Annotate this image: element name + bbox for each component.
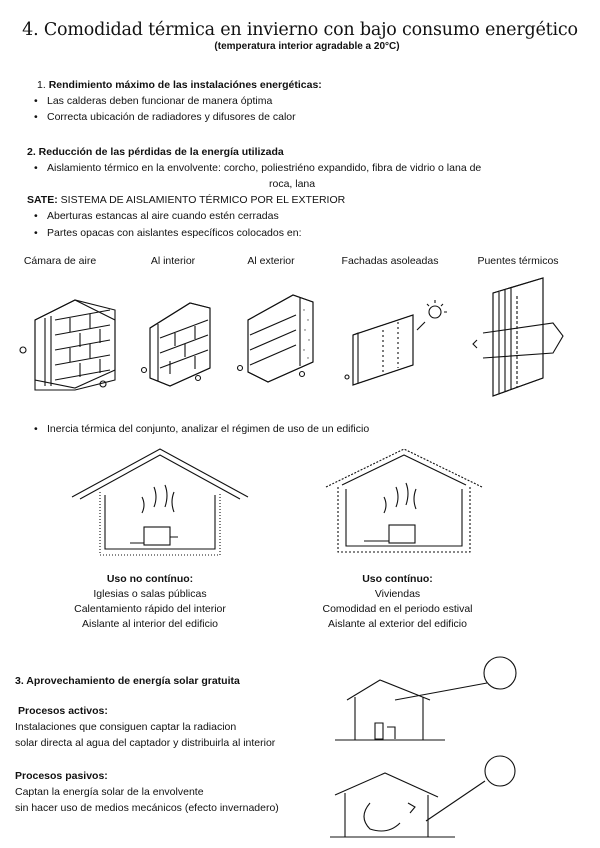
active-processes-line: solar directa al agua del captador y distribuirla al interior	[15, 737, 276, 749]
wall-type-label: Al exterior	[247, 255, 295, 267]
section1-heading	[37, 79, 322, 91]
house-intermittent-use-illustration	[70, 447, 250, 567]
intermittent-use-line: Aislante al interior del edificio	[82, 618, 218, 630]
section1-bullet: • Las calderas deben funcionar de manera óptima	[47, 95, 272, 107]
page-title: 4. Comodidad térmica en invierno con bajo consumo energético	[22, 20, 578, 40]
section2-bullet: • Aislamiento térmico en la envolvente: corcho, poliestriéno expandido, fibra de vidrio o lana de	[47, 162, 481, 174]
thermal-bridge-illustration	[473, 278, 573, 403]
active-processes-heading: Procesos activos:	[18, 705, 108, 717]
passive-processes-line: sin hacer uso de medios mecánicos (efecto invernadero)	[15, 802, 279, 814]
page-subtitle: (temperatura interior agradable a 20°C)	[214, 41, 400, 52]
section2-bullet: • Aberturas estancas al aire cuando estén cerradas	[47, 210, 279, 222]
section2-bullet-continued: roca, lana	[269, 178, 316, 190]
wall-type-label: Al interior	[150, 255, 196, 267]
section1-bullet: • Correcta ubicación de radiadores y difusores de calor	[47, 111, 296, 123]
wall-type-label: Puentes térmicos	[477, 255, 559, 267]
wall-type-label: Cámara de aire	[23, 255, 97, 267]
wall-air-chamber-illustration	[15, 290, 125, 400]
intermittent-use-block	[60, 573, 240, 630]
sate-text: SISTEMA DE AISLAMIENTO TÉRMICO POR EL EXTERIOR	[60, 194, 346, 206]
continuous-use-block	[300, 573, 495, 630]
wall-type-label: Fachadas asoleadas	[341, 255, 439, 267]
intermittent-use-line: Calentamiento rápido del interior	[74, 603, 226, 615]
continuous-use-line: Comodidad en el periodo estival	[322, 603, 473, 615]
section2-heading: 2. Reducción de las pérdidas de la energía utilizada	[27, 146, 284, 158]
section1-title: Rendimiento máximo de las instalaciónes energéticas:	[48, 79, 322, 91]
continuous-use-heading: Uso contínuo:	[362, 573, 433, 585]
passive-solar-house-illustration	[330, 755, 530, 845]
section3-heading: 3. Aprovechamiento de energía solar gratuita	[15, 675, 240, 687]
intermittent-use-line: Iglesias o salas públicas	[93, 588, 207, 600]
sate-label: SATE:	[27, 194, 58, 206]
wall-exterior-insulation-illustration	[238, 290, 318, 385]
continuous-use-line: Viviendas	[374, 588, 421, 600]
active-processes-line: Instalaciones que consiguen captar la radiacion	[15, 721, 237, 733]
wall-interior-insulation-illustration	[140, 298, 220, 388]
continuous-use-line: Aislante al exterior del edificio	[328, 618, 467, 630]
intermittent-use-heading: Uso no contínuo:	[106, 573, 194, 585]
section1-number: 1.	[37, 79, 46, 91]
inertia-bullet: • Inercia térmica del conjunto, analizar el régimen de uso de un edificio	[47, 423, 369, 435]
section2-bullet: • Partes opacas con aislantes específicos colocados en:	[47, 227, 301, 239]
passive-processes-heading: Procesos pasivos:	[15, 770, 108, 782]
active-solar-house-illustration	[335, 655, 535, 745]
sate-line	[27, 194, 345, 206]
house-continuous-use-illustration	[324, 447, 484, 567]
sunny-facade-illustration	[343, 300, 453, 390]
passive-processes-line: Captan la energía solar de la envolvente	[15, 786, 204, 798]
